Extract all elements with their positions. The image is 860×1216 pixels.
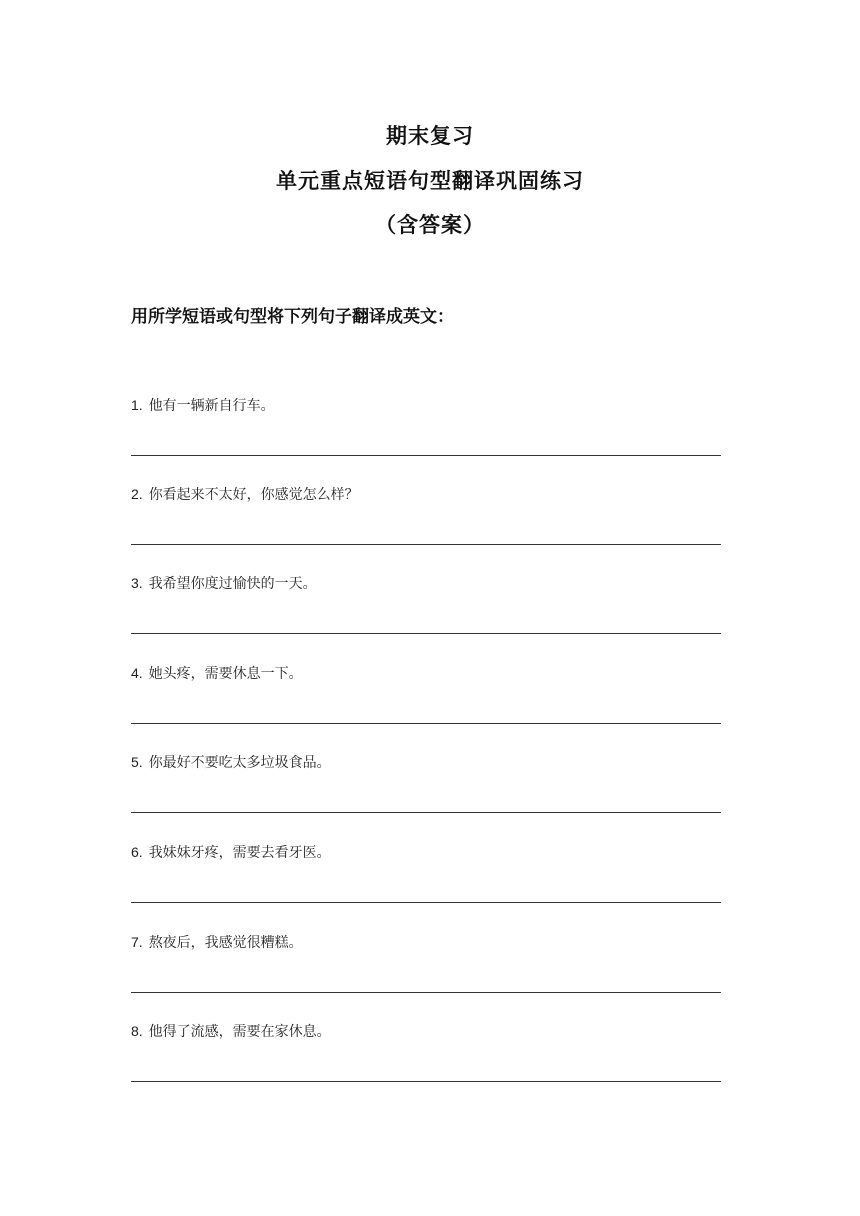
- question-item: [131, 485, 721, 504]
- question-text: 你看起来不太好，你感觉怎么样？: [148, 487, 359, 503]
- question-item: [131, 753, 721, 772]
- document-subtitle: 单元重点短语句型翻译巩固练习: [276, 169, 584, 193]
- answer-line[interactable]: [131, 812, 721, 813]
- answer-line[interactable]: [131, 544, 721, 545]
- question-number: 5.: [131, 754, 143, 770]
- question-item: [131, 396, 721, 415]
- instruction-text: 用所学短语或句型将下列句子翻译成英文：: [131, 307, 454, 327]
- question-number: 6.: [131, 844, 143, 860]
- answer-line[interactable]: [131, 723, 721, 724]
- question-number: 8.: [131, 1023, 143, 1039]
- question-number: 4.: [131, 665, 143, 681]
- question-item: [131, 1022, 721, 1041]
- answer-line[interactable]: [131, 1081, 721, 1082]
- document-title: 期末复习: [386, 124, 474, 148]
- answer-note: （含答案）: [375, 213, 485, 237]
- question-number: 1.: [131, 397, 143, 413]
- question-item: [131, 664, 721, 683]
- question-text: 我妹妹牙疼，需要去看牙医。: [148, 845, 331, 861]
- question-number: 7.: [131, 934, 143, 950]
- question-text: 熬夜后，我感觉很糟糕。: [148, 935, 303, 951]
- answer-line[interactable]: [131, 992, 721, 993]
- question-text: 我希望你度过愉快的一天。: [148, 576, 317, 592]
- question-text: 她头疼，需要休息一下。: [148, 666, 303, 682]
- question-text: 他有一辆新自行车。: [148, 398, 275, 414]
- question-number: 3.: [131, 575, 143, 591]
- question-item: [131, 933, 721, 952]
- question-item: [131, 574, 721, 593]
- question-item: [131, 843, 721, 862]
- question-text: 你最好不要吃太多垃圾食品。: [148, 755, 331, 771]
- question-text: 他得了流感，需要在家休息。: [148, 1024, 331, 1040]
- answer-line[interactable]: [131, 633, 721, 634]
- question-number: 2.: [131, 486, 143, 502]
- answer-line[interactable]: [131, 902, 721, 903]
- answer-line[interactable]: [131, 455, 721, 456]
